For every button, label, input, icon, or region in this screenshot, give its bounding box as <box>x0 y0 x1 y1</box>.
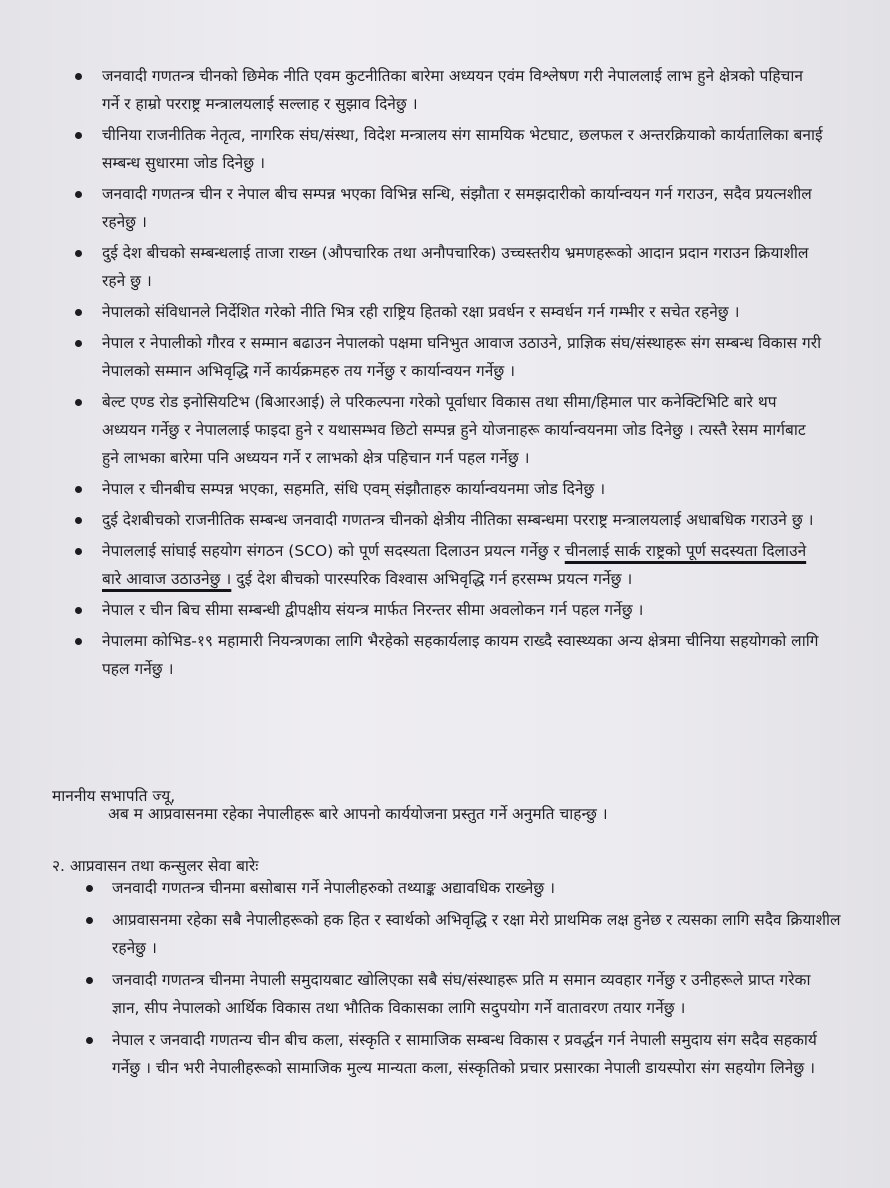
list-item-text: दुई देश बीचको सम्बन्धलाई ताजा राख्न (औपचारिक तथा अनौपचारिक) उच्चस्तरीय भ्रमणहरूको आदान प्रदान गराउन क्रियाशील रहने छु । <box>102 244 809 290</box>
list-item-sco <box>102 537 824 593</box>
list-item-text: बेल्ट एण्ड रोड इनोसियटिभ (बिआरआई) ले परिकल्पना गरेको पूर्वाधार विकास तथा सीमा/हिमाल पार कनेक्टिभिटि बारे थप अध्ययन गर्नेछु र नेपाललाई फाइदा हुने र यथासम्भव छिटो सम्पन्न हुने योजनाहरू कार्यान्वयनमा जोड दिनेछु । त्यस्तै रेसम मार्गबाट हुने लाभका बारेमा पनि अध्ययन गर्ने र लाभको क्षेत्र पहिचान गर्न पहल गर्नेछु । <box>102 393 806 467</box>
bullet-icon <box>75 399 82 406</box>
sco-text-before: नेपाललाई सांघाई सहयोग संगठन (SCO) को पूर्ण सदस्यता दिलाउन प्रयत्न गर्नेछु र <box>102 542 565 560</box>
list-item <box>102 298 824 326</box>
bullet-icon <box>75 607 82 614</box>
sco-text-after: दुई देश बीचको पारस्परिक विश्वास अभिवृद्धि गर्न हरसम्भ प्रयत्न गर्नेछु । <box>231 570 633 588</box>
bullet-icon <box>86 885 93 892</box>
list-item-text: आप्रवासनमा रहेका सबै नेपालीहरूको हक हित र स्वार्थको अभिवृद्धि र रक्षा मेरो प्राथमिक लक्ष हुनेछ र त्यसका लागि सदैव क्रियाशील रहनेछु । <box>112 911 841 957</box>
chair-salutation: माननीय सभापति ज्यू, <box>52 787 176 805</box>
list-item-text: नेपालको संविधानले निर्देशित गरेको नीति भित्र रही राष्ट्रिय हितको रक्षा प्रवर्धन र सम्वर्धन गर्न गम्भीर र सचेत रहनेछु । <box>102 303 740 321</box>
list-item-text: नेपाल र चीन बिच सीमा सम्बन्धी द्वीपक्षीय संयन्त्र मार्फत निरन्तर सीमा अवलोकन गर्न पहल गर्नेछु । <box>102 601 644 619</box>
list-item <box>112 874 842 902</box>
underlined-text: चीनलाई सार्क राष्ट्रको पूर्ण सदस्यता दिलाउने बारे आवाज उठाउनेछु । <box>102 542 807 588</box>
list-item <box>102 239 824 295</box>
list-item-text: जनवादी गणतन्त्र चीनको छिमेक नीति एवम कुटनीतिका बारेमा अध्ययन एवंम विश्लेषण गरी नेपाललाई लाभ हुने क्षेत्रको पहिचान गर्ने र हाम्रो परराष्ट्र मन्त्रालयलाई सल्लाह र सुझाव दिनेछु । <box>102 67 804 113</box>
bullet-icon <box>75 250 82 257</box>
list-item-text: जनवादी गणतन्त्र चीनमा बसोबास गर्ने नेपालीहरुको तथ्याङ्क अद्यावधिक राख्नेछु । <box>112 879 556 897</box>
chair-text: अब म आप्रवासनमा रहेका नेपालीहरू बारे आपनो कार्ययोजना प्रस्तुत गर्ने अनुमति चाहन्छु । <box>108 805 608 823</box>
list-item <box>102 62 824 118</box>
bullet-icon <box>75 486 82 493</box>
list-item <box>102 627 824 683</box>
list-item-text: जनवादी गणतन्त्र चीन र नेपाल बीच सम्पन्न भएका विभिन्न सन्धि, संझौता र समझदारीको कार्यान्वयन गर्न गराउन, सदैव प्रयत्नशील रहनेछु । <box>102 185 812 231</box>
list-item <box>102 121 824 177</box>
bullet-icon <box>86 1037 93 1044</box>
list-item <box>112 1026 842 1082</box>
list-item <box>102 506 824 534</box>
list-item-text: नेपाल र नेपालीको गौरव र सम्मान बढाउन नेपालको पक्षमा घनिभुत आवाज उठाउने, प्राज्ञिक संघ/संस्थाहरू संग सम्बन्ध विकास गरी नेपालको सम्मान अभिवृद्धि गर्ने कार्यक्रमहरु तय गर्नेछु र कार्यान्वयन गर्नेछु । <box>102 334 822 380</box>
bullet-icon <box>86 917 93 924</box>
bullet-icon <box>86 977 93 984</box>
list-item <box>102 475 824 503</box>
list-item-text: नेपाल र जनवादी गणतन्य चीन बीच कला, संस्कृति र सामाजिक सम्बन्ध विकास र प्रवर्द्धन गर्न नेपाली समुदाय संग सदैव सहकार्य गर्नेछु । चीन भरी नेपालीहरूको सामाजिक मुल्य मान्यता कला, संस्कृतिको प्रचार प्रसारका नेपाली डायस्पोरा संग सहयोग लिनेछु । <box>112 1031 817 1077</box>
bullet-icon <box>75 309 82 316</box>
list-item <box>102 329 824 385</box>
list-item-text: नेपालमा कोभिड-१९ महामारी नियन्त्रणका लागि भैरहेको सहकार्यलाइ कायम राख्दै स्वास्थ्यका अन्य क्षेत्रमा चीनिया सहयोगको लागि पहल गर्नेछु । <box>102 632 819 678</box>
section1-list <box>102 62 824 686</box>
list-item-text: नेपाल र चीनबीच सम्पन्न भएका, सहमति, संधि एवम् संझौताहरु कार्यान्वयनमा जोड दिनेछु । <box>102 480 606 498</box>
list-item-text: दुई देशबीचको राजनीतिक सम्बन्ध जनवादी गणतन्त्र चीनको क्षेत्रीय नीतिका सम्बन्धमा परराष्ट्र मन्त्रालयलाई अधाबधिक गराउने छु । <box>102 511 814 529</box>
section2-list <box>112 874 842 1086</box>
list-item <box>102 180 824 236</box>
bullet-icon <box>75 73 82 80</box>
list-item-text: जनवादी गणतन्त्र चीनमा नेपाली समुदायबाट खोलिएका सबै संघ/संस्थाहरू प्रति म समान व्यवहार गर्नेछु र उनीहरूले प्राप्त गरेका ज्ञान, सीप नेपालको आर्थिक विकास तथा भौतिक विकासका लागि सदुपयोग गर्ने वातावरण तयार गर्नेछु । <box>112 971 811 1017</box>
bullet-icon <box>75 517 82 524</box>
list-item-text: चीनिया राजनीतिक नेतृत्व, नागरिक संघ/संस्था, विदेश मन्त्रालय संग सामयिक भेटघाट, छलफल र अन्तरक्रियाको कार्यतालिका बनाई सम्बन्ध सुधारमा जोड दिनेछु । <box>102 126 823 172</box>
bullet-icon <box>75 191 82 198</box>
section2-heading: २. आप्रवासन तथा कन्सुलर सेवा बारेः <box>52 857 259 875</box>
list-item <box>102 596 824 624</box>
bullet-icon <box>75 638 82 645</box>
bullet-icon <box>75 548 82 555</box>
list-item <box>102 388 824 472</box>
list-item <box>112 906 842 962</box>
bullet-icon <box>75 132 82 139</box>
bullet-icon <box>75 340 82 347</box>
list-item <box>112 966 842 1022</box>
